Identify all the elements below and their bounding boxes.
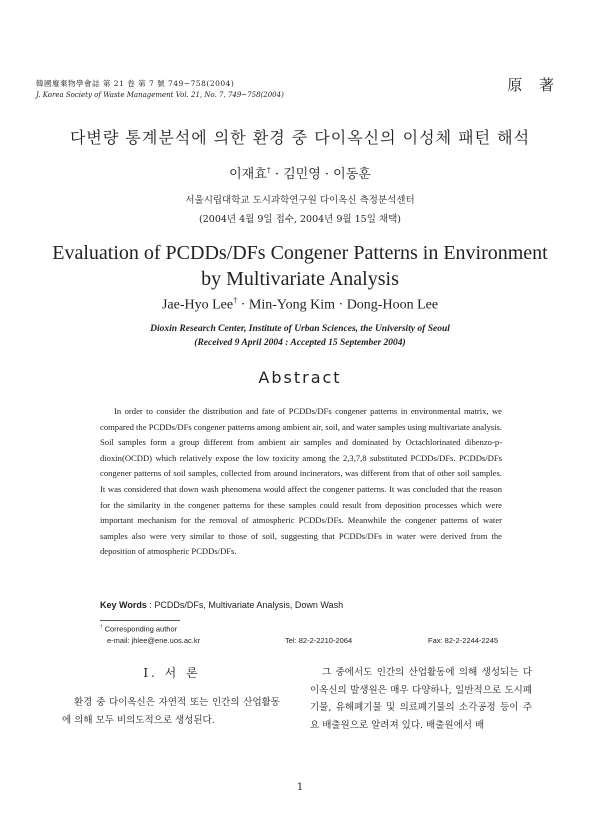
footnote-mark: † bbox=[100, 624, 103, 629]
footnote-corresponding bbox=[100, 624, 177, 634]
corresponding-mark-english: † bbox=[233, 296, 238, 305]
abstract-body: In order to consider the distribution and fate of PCDDs/DFs congener patterns in environmental matrix, we compared the PCDDs/DFs congener patterns among ambient air, soil, and water samples using multivariate analysis. Soil samples form a group different from ambient air samples and dominated by Octachlorinated dibenzo-p-dioxin(OCDD) which relatively expose the low toxicity among the 2,3,7,8 substituted PCDDs/DFs. PCDDs/DFs congener patterns of soil samples, collected from around incinerators, was different from that of other soil samples. It was considered that down wash phenomena would affect the congener patterns. It was concluded that the reason for the similarity in the congener patterns for these samples could result from deposition processes which were important mechanism for the removal of atmospheric PCDDs/DFs. Meanwhile the congener patterns of water samples also were very similar to those of soil, suggesting that PCDDs/DFs in water were derived from the deposition of atmospheric PCDDs/DFs. bbox=[100, 406, 502, 557]
coauthors-korean: · 김민영 · 이동훈 bbox=[270, 167, 371, 182]
footnote-fax: Fax: 82-2-2244-2245 bbox=[428, 636, 499, 645]
affiliation-english-line: Dioxin Research Center, Institute of Urban Sciences, the University of Seoul bbox=[150, 324, 450, 334]
journal-header-english: J. Korea Society of Waste Management Vol. 21, No. 7, 749~758(2004) bbox=[36, 91, 284, 99]
body-right-column: 그 중에서도 인간의 산업활동에 의해 생성되는 다이옥신의 발생원은 매우 다양하나, 일반적으로 도시폐기물, 유해폐기물 및 의료폐기물의 소각공정 등이 주요 배출원으로 알려져 있다. 배출원에서 배 bbox=[310, 667, 532, 731]
affiliation-korean: 서울시립대학교 도시과학연구원 다이옥신 측정분석센터 bbox=[185, 195, 415, 206]
keywords-label: Key Words bbox=[100, 600, 147, 610]
received-date-english: (Received 9 April 2004 : Accepted 15 September 2004) bbox=[194, 338, 406, 348]
first-author-english: Jae-Hyo Lee bbox=[161, 297, 234, 313]
section-label: 原 著 bbox=[507, 76, 560, 94]
received-date-korean: (2004년 4월 9일 접수, 2004년 9월 15일 채택) bbox=[199, 214, 401, 225]
section-title-introduction: Ⅰ. 서 론 bbox=[116, 664, 228, 681]
footnote-email: e-mail: jhlee@ene.uos.ac.kr bbox=[107, 636, 201, 645]
footnote-corresponding-text: Corresponding author bbox=[102, 624, 178, 634]
authors-english bbox=[0, 296, 600, 314]
journal-header-korean: 韓國廢棄物學會誌 第 21 卷 第 7 號 749~758(2004) bbox=[36, 79, 235, 88]
first-author-korean: 이재효 bbox=[229, 167, 267, 182]
title-korean: 다변량 통계분석에 의한 환경 중 다이옥신의 이성체 패턴 해석 bbox=[69, 128, 531, 147]
body-left-column: 환경 중 다이옥신은 자연적 또는 인간의 산업활동에 의해 모두 비의도적으로 생성된다. bbox=[62, 697, 280, 726]
coauthors-english: · Min-Yong Kim · Dong-Hoon Lee bbox=[237, 297, 439, 313]
footnote-tel: Tel: 82-2-2210-2064 bbox=[285, 636, 353, 645]
page-number: 1 bbox=[296, 782, 304, 793]
keywords-value: : PCDDs/DFs, Multivariate Analysis, Down Wash bbox=[146, 600, 344, 610]
abstract-heading: Abstract bbox=[258, 368, 342, 387]
title-english: Evaluation of PCDDs/DFs Congener Patterns in Environment by Multivariate Analysis bbox=[52, 242, 548, 290]
authors-korean bbox=[0, 163, 600, 182]
footnote-divider bbox=[100, 620, 180, 621]
keywords bbox=[100, 600, 343, 610]
corresponding-mark: † bbox=[266, 165, 271, 175]
affiliation-english bbox=[0, 322, 600, 350]
